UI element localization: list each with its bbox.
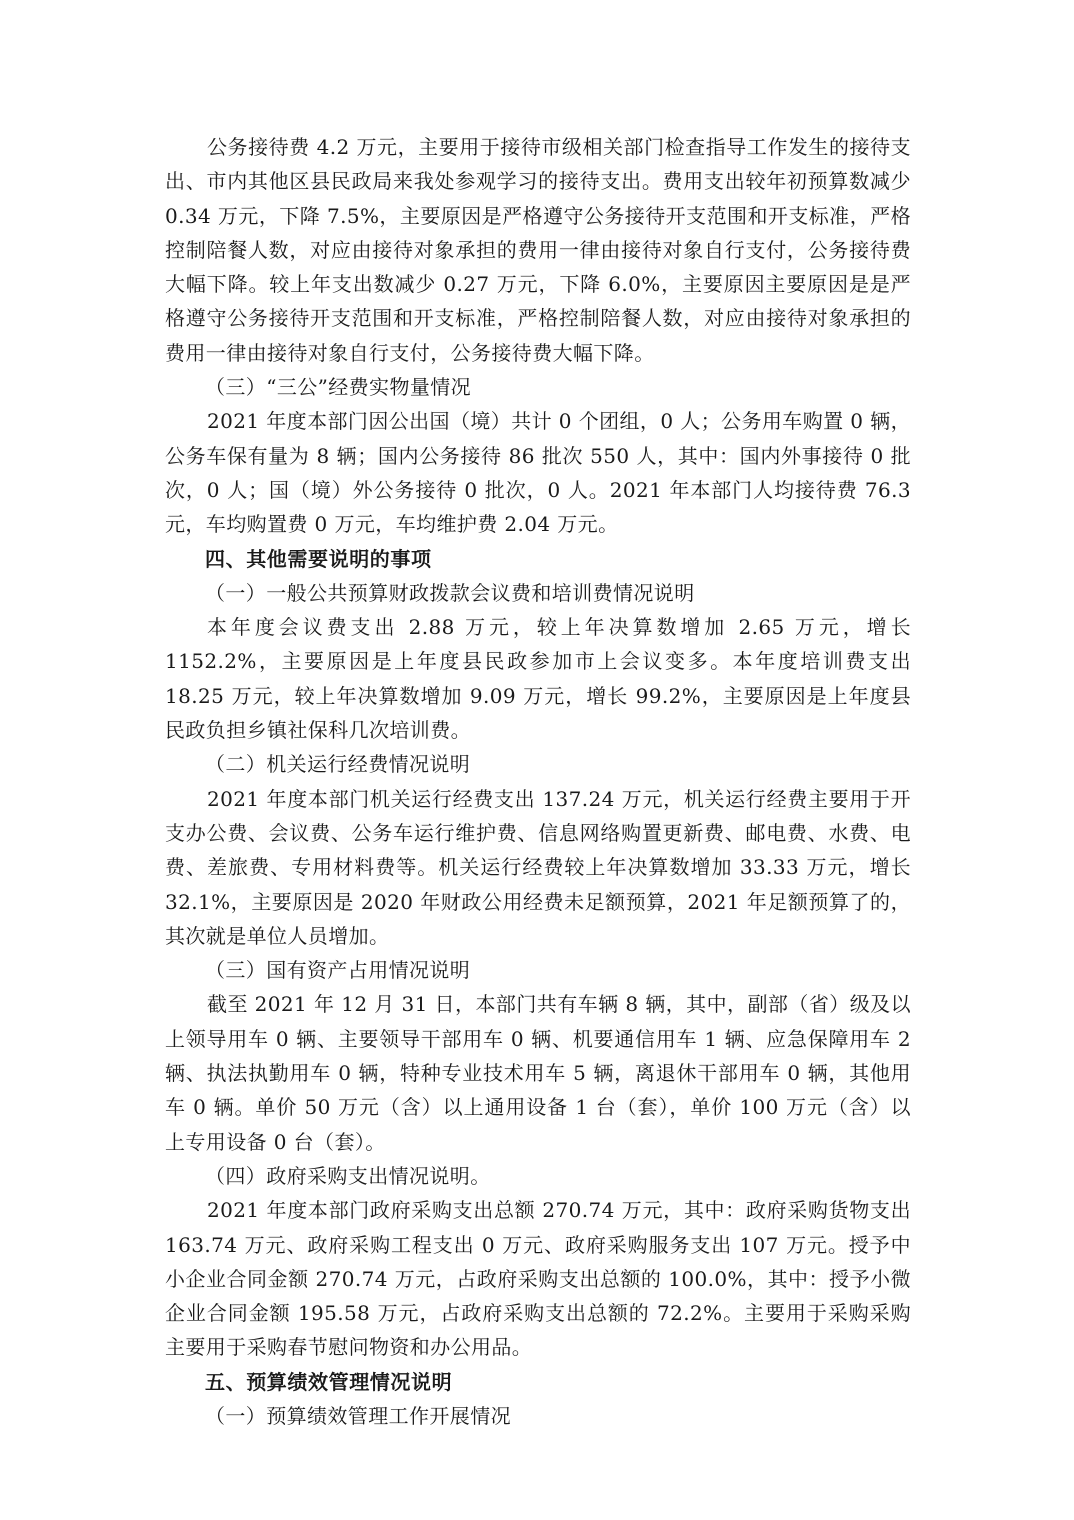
- heading-state-assets: （三）国有资产占用情况说明: [205, 958, 471, 983]
- document-page: [165, 130, 911, 1433]
- paragraph-operating-expenses: 2021 年度本部门机关运行经费支出 137.24 万元，机关运行经费主要用于开支办公费、会议费、公务车运行维护费、信息网络购置更新费、邮电费、水费、电费、差旅费、专用材料费等。机关运行经费较上年决算数增加 33.33 万元，增长 32.1%，主要原因是 2020 年财政公用经费未足额预算，2021 年足额预算了的，其次就是单位人员增加。: [165, 786, 911, 948]
- heading-performance-work: （一）预算绩效管理工作开展情况: [205, 1403, 511, 1428]
- heading-three-public-quantities: （三）“三公”经费实物量情况: [205, 375, 472, 400]
- paragraph-three-public-quantities: 2021 年度本部门因公出国（境）共计 0 个团组，0 人；公务用车购置 0 辆，公务车保有量为 8 辆；国内公务接待 86 批次 550 人，其中：国内外事接待 0 批次，0 人；国（境）外公务接待 0 批次，0 人。2021 年本部门人均接待费 76.3 元，车均购置费 0 万元，车均维护费 2.04 万元。: [165, 409, 911, 537]
- paragraph-meeting-training-fees: 本年度会议费支出 2.88 万元，较上年决算数增加 2.65 万元，增长 1152.2%，主要原因是上年度县民政参加市上会议变多。本年度培训费支出 18.25 万元，较上年决算数增加 9.09 万元，增长 99.2%，主要原因是上年度县民政负担乡镇社保科几次培训费。: [165, 615, 911, 743]
- paragraph-reception-expenses: 公务接待费 4.2 万元，主要用于接待市级相关部门检查指导工作发生的接待支出、市内其他区县民政局来我处参观学习的接待支出。费用支出较年初预算数减少 0.34 万元，下降 7.5%，主要原因是严格遵守公务接待开支范围和开支标准，严格控制陪餐人数，对应由接待对象承担的费用一律由接待对象自行支付，公务接待费大幅下降。较上年支出数减少 0.27 万元，下降 6.0%，主要原因主要原因是是严格遵守公务接待开支范围和开支标准，严格控制陪餐人数，对应由接待对象承担的费用一律由接待对象自行支付，公务接待费大幅下降。: [165, 135, 911, 365]
- paragraph-government-procurement: 2021 年度本部门政府采购支出总额 270.74 万元，其中：政府采购货物支出 163.74 万元、政府采购工程支出 0 万元、政府采购服务支出 107 万元。授予中小企业合同金额 270.74 万元，占政府采购支出总额的 100.0%，其中：授予小微企业合同金额 195.58 万元，占政府采购支出总额的 72.2%。主要用于采购采购主要用于采购春节慰问物资和办公用品。: [165, 1198, 911, 1360]
- section-heading-other-matters: 四、其他需要说明的事项: [205, 546, 432, 571]
- heading-government-procurement: （四）政府采购支出情况说明。: [205, 1163, 491, 1188]
- paragraph-state-assets: 截至 2021 年 12 月 31 日，本部门共有车辆 8 辆，其中，副部（省）级及以上领导用车 0 辆、主要领导干部用车 0 辆、机要通信用车 1 辆、应急保障用车 2 辆、执法执勤用车 0 辆，特种专业技术用车 5 辆，离退休干部用车 0 辆，其他用车 0 辆。单价 50 万元（含）以上通用设备 1 台（套），单价 100 万元（含）以上专用设备 0 台（套）。: [165, 992, 911, 1154]
- heading-meeting-training-fees: （一）一般公共预算财政拨款会议费和培训费情况说明: [205, 580, 695, 605]
- heading-operating-expenses: （二）机关运行经费情况说明: [205, 752, 471, 777]
- section-heading-performance-management: 五、预算绩效管理情况说明: [205, 1369, 453, 1394]
